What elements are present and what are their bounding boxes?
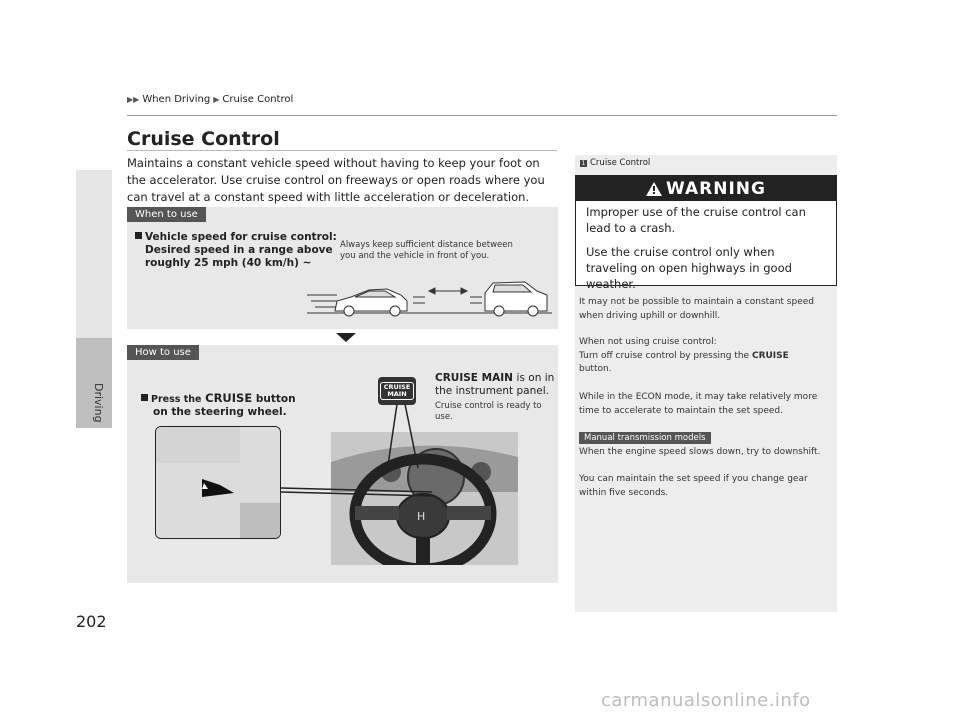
- warning-triangle-icon: [646, 182, 662, 196]
- cruise-main-heading: CRUISE MAIN is on in the instrument panel.: [435, 372, 555, 397]
- breadcrumb-arrow-icon: ▶▶: [127, 95, 140, 104]
- following-cars-illustration: [307, 277, 552, 319]
- cruise-button-illustration: [156, 427, 281, 539]
- steering-wheel-illustration: [331, 432, 518, 565]
- warning-box: [575, 175, 837, 291]
- manual-transmission-tag: Manual transmission models: [579, 432, 711, 444]
- breadcrumb-item-cruise-control[interactable]: Cruise Control: [222, 94, 294, 105]
- steering-wheel-photo: [331, 432, 518, 565]
- when-to-use-panel: [127, 207, 558, 329]
- note-downshift: When the engine speed slows down, try to downshift.: [579, 447, 821, 457]
- warning-title: WARNING: [666, 178, 766, 199]
- note-change-gear: You can maintain the set speed if you change gear within five seconds.: [579, 474, 808, 498]
- press-cruise-heading: Press the CRUISE button on the steering wheel.: [141, 392, 296, 419]
- bullet-icon: [135, 232, 142, 239]
- speed-range-heading: Vehicle speed for cruise control: Desired speed in a range above roughly 25 mph (40 km/h) ~: [135, 231, 337, 270]
- bullet-icon: [141, 394, 148, 401]
- when-to-use-tag: When to use: [127, 207, 206, 222]
- title-divider: [127, 150, 557, 151]
- how-to-use-tag: How to use: [127, 345, 199, 360]
- note-econ-mode: While in the ECON mode, it may take relatively more time to accelerate to maintain the set speed.: [579, 392, 818, 416]
- notes-heading: 1 Cruise Control: [581, 158, 651, 168]
- page-title: Cruise Control: [127, 128, 280, 150]
- side-tab-background: [76, 170, 112, 338]
- cruise-main-caption: Cruise control is ready to use.: [435, 401, 542, 422]
- svg-text:H: H: [417, 510, 426, 523]
- page-number: 202: [76, 612, 107, 631]
- warning-text: Improper use of the cruise control can lead to a crash. Use the cruise control only when traveling on open highways in good weather.: [586, 205, 806, 291]
- warning-bar: [576, 176, 836, 201]
- cruise-button-zoom: [155, 426, 281, 539]
- header-divider: [127, 115, 837, 116]
- note-uphill: It may not be possible to maintain a constant speed when driving uphill or downhill.: [579, 297, 814, 321]
- breadcrumb: [127, 94, 293, 105]
- breadcrumb-arrow-icon: ▶: [213, 95, 220, 104]
- cruise-main-button-icon: CRUISE MAIN: [378, 377, 416, 405]
- note-number-icon: 1: [581, 159, 586, 167]
- note-turn-off: When not using cruise control: Turn off cruise control by pressing the CRUISE button.: [579, 337, 789, 374]
- flow-down-arrow-icon: [336, 333, 356, 342]
- distance-caption: Always keep sufficient distance between you and the vehicle in front of you.: [340, 240, 513, 261]
- watermark: carmanualsonline.info: [601, 690, 811, 711]
- section-label: Driving: [92, 383, 105, 423]
- intro-paragraph: Maintains a constant vehicle speed without having to keep your foot on the accelerator. Use cruise control on freeways or open roads where you can travel at a constant speed with little acceleration or deceleration.: [127, 156, 545, 204]
- breadcrumb-item-when-driving[interactable]: When Driving: [142, 94, 211, 105]
